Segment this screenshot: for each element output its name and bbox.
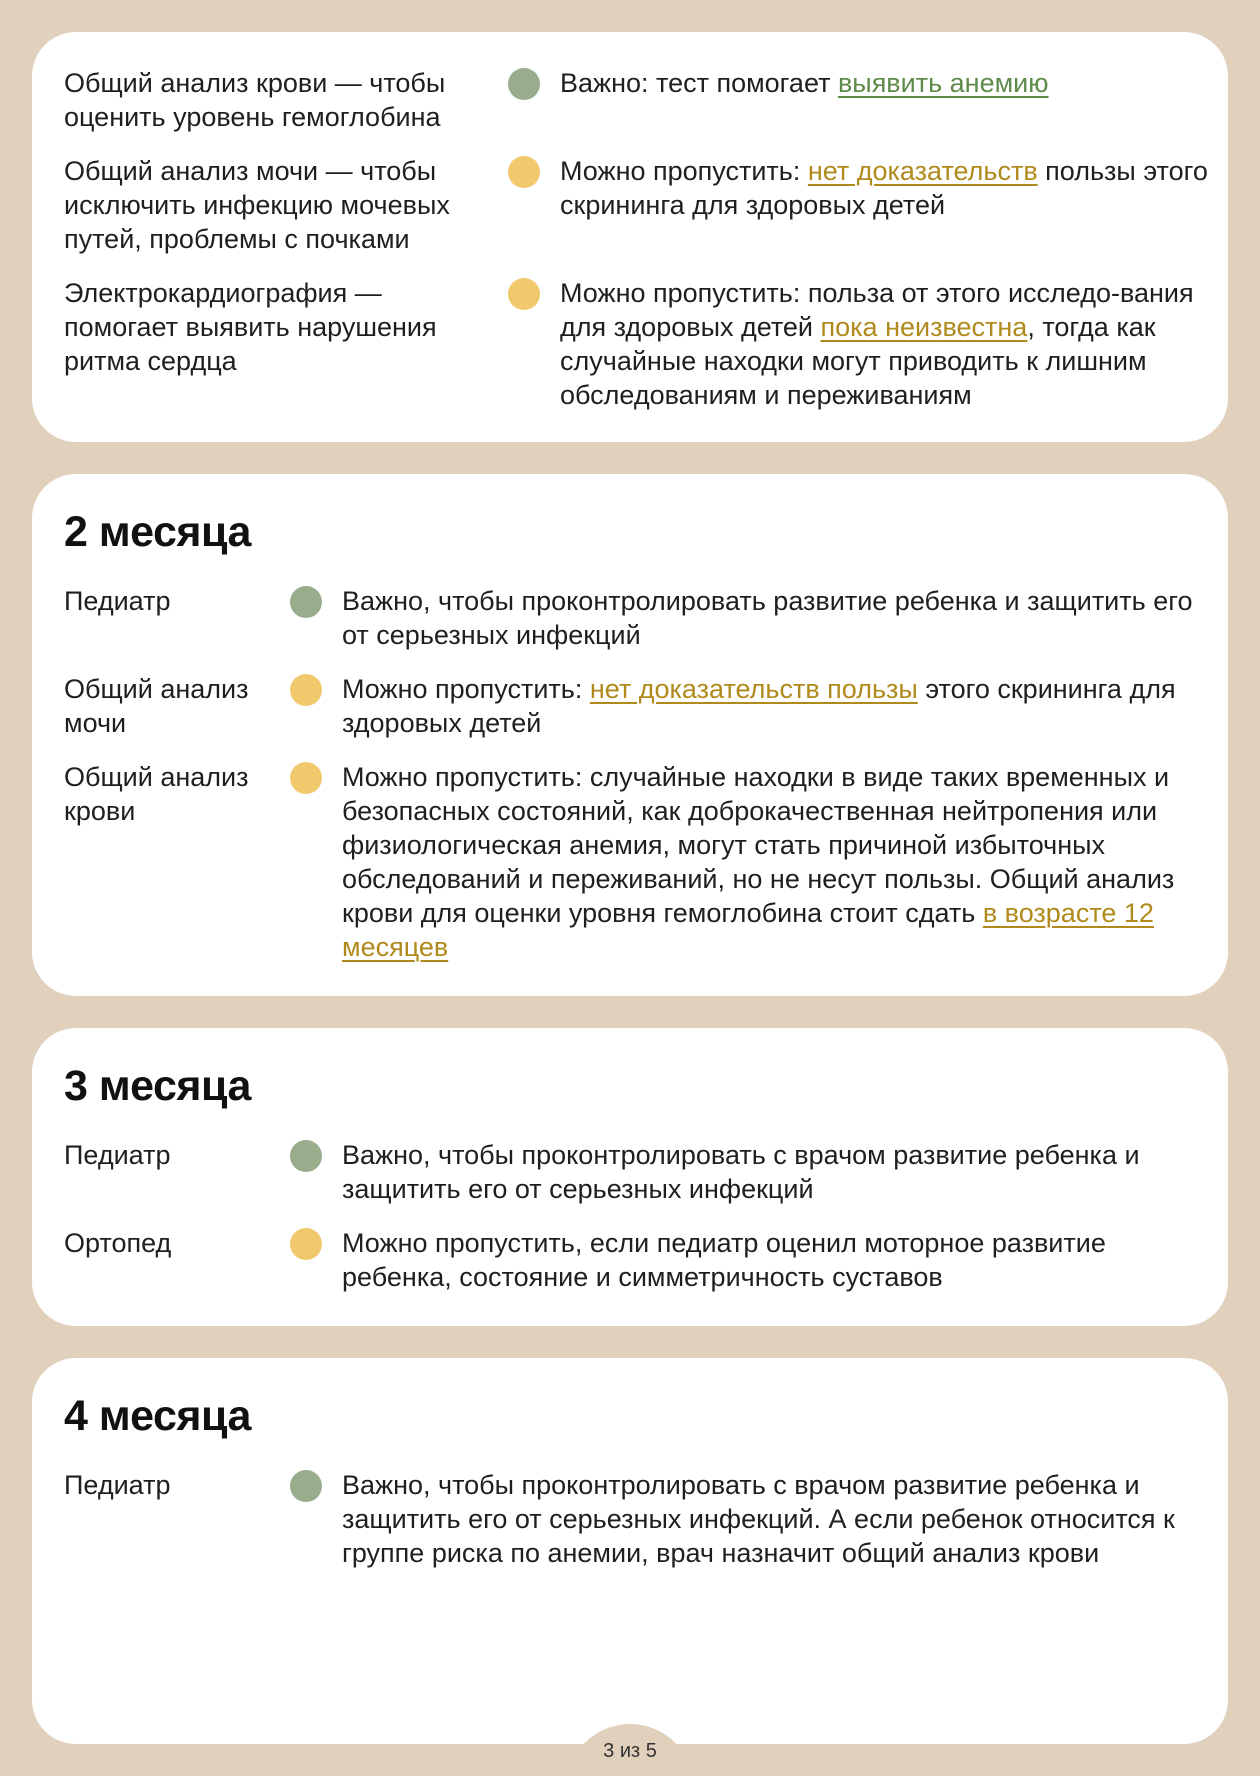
row-description: Можно пропустить, если педиатр оценил моторное развитие ребенка, состояние и симметричность суставов <box>342 1228 1106 1292</box>
row-label: Педиатр <box>64 1470 171 1500</box>
row-description: Можно пропустить: польза от этого исследо-вания для здоровых детей пока неизвестна, тогда как случайные находки могут приводить к лишним обследованиям и переживаниям <box>560 278 1194 410</box>
row-label: Ортопед <box>64 1228 172 1258</box>
status-yellow-dot-icon <box>508 156 540 188</box>
row-description: Можно пропустить: нет доказательств пользы этого скрининга для здоровых детей <box>342 674 1176 738</box>
status-yellow-dot-icon <box>290 762 322 794</box>
link-no-evidence[interactable]: нет доказательств <box>807 156 1038 186</box>
status-yellow-dot-icon <box>290 674 322 706</box>
section-title: 4 месяца <box>64 1392 251 1440</box>
row-label: Общий анализ крови — чтобы оценить уровень гемоглобина <box>64 68 446 132</box>
row-label: Общий анализ крови <box>64 762 249 826</box>
link-no-evidence-benefit[interactable]: нет доказательств пользы <box>589 674 918 704</box>
status-green-dot-icon <box>290 1470 322 1502</box>
card-4-months <box>32 1358 1228 1744</box>
row-label: Общий анализ мочи — чтобы исключить инфекцию мочевых путей, проблемы с почками <box>64 156 450 254</box>
row-label: Педиатр <box>64 1140 171 1170</box>
section-title: 3 месяца <box>64 1062 251 1110</box>
row-label: Электрокардиография — помогает выявить нарушения ритма сердца <box>64 278 437 376</box>
link-anemia[interactable]: выявить анемию <box>837 68 1049 98</box>
row-description: Важно, чтобы проконтролировать развитие ребенка и защитить его от серьезных инфекций <box>342 586 1193 650</box>
row-label: Общий анализ мочи <box>64 674 249 738</box>
row-description: Можно пропустить: нет доказательств пользы этого скрининга для здоровых детей <box>560 156 1208 220</box>
section-title: 2 месяца <box>64 508 251 556</box>
status-yellow-dot-icon <box>508 278 540 310</box>
status-green-dot-icon <box>508 68 540 100</box>
link-12-months[interactable]: в возрасте 12 месяцев <box>342 898 1154 962</box>
status-yellow-dot-icon <box>290 1228 322 1260</box>
row-label: Педиатр <box>64 586 171 616</box>
card-3-months <box>32 1028 1228 1326</box>
row-description: Важно, чтобы проконтролировать с врачом развитие ребенка и защитить его от серьезных инфекций <box>342 1140 1140 1204</box>
page-counter: 3 из 5 <box>603 1740 657 1762</box>
row-description: Можно пропустить: случайные находки в виде таких временных и безопасных состояний, как доброкачественная нейтропения или физиологическая анемия, могут стать причиной избыточных обследований и переживаний, но не несут пользы. Общий анализ крови для оценки уровня гемоглобина стоит сдать в возрасте 12 месяцев <box>342 762 1175 962</box>
status-green-dot-icon <box>290 586 322 618</box>
row-description: Важно, чтобы проконтролировать с врачом развитие ребенка и защитить его от серьезных инфекций. А если ребенок относится к группе риска по анемии, врач назначит общий анализ крови <box>342 1470 1175 1568</box>
status-green-dot-icon <box>290 1140 322 1172</box>
card-tests <box>32 32 1228 442</box>
link-unknown[interactable]: пока неизвестна <box>820 312 1028 342</box>
card-2-months <box>32 474 1228 996</box>
row-description: Важно: тест помогает выявить анемию <box>560 68 1049 98</box>
